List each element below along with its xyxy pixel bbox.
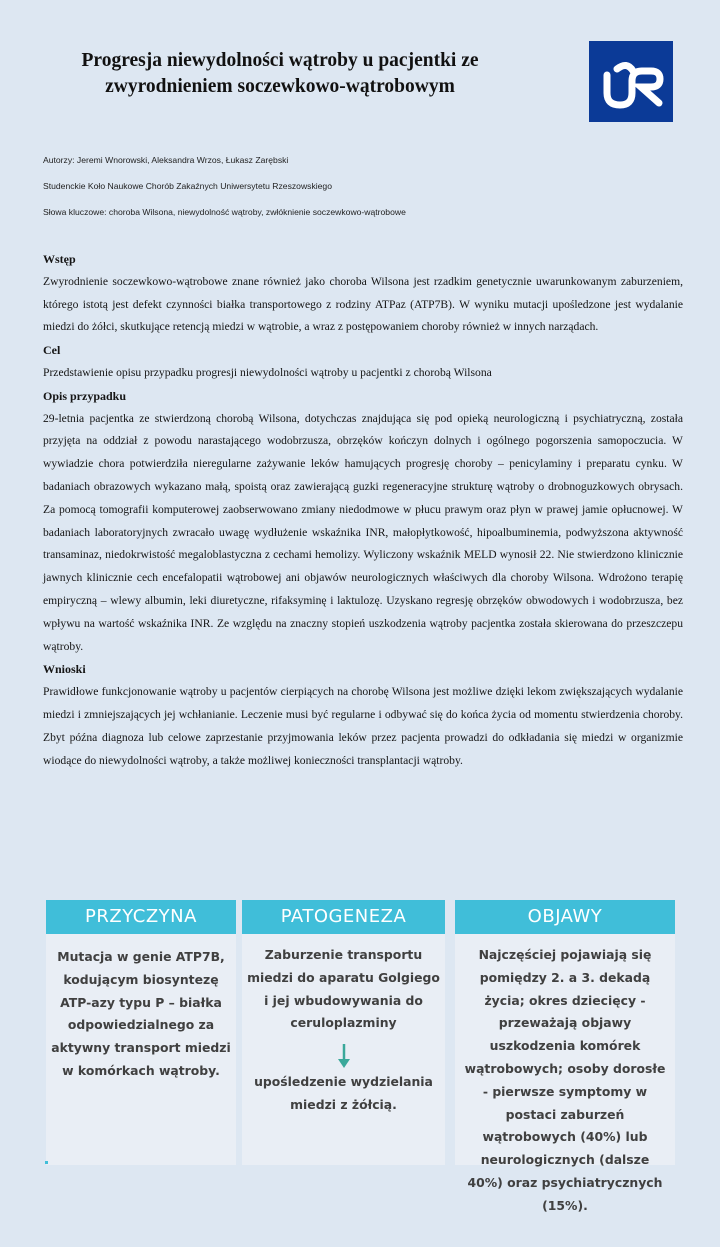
pathogenesis-panel-text-bottom: upośledzenie wydzielania miedzi z żółcią. (254, 1074, 433, 1112)
arrow-down-icon (337, 1043, 351, 1069)
cause-panel-text: Mutacja w genie ATP7B, kodującym biosyntezę ATP-azy typu P – białka odpowiedzialnego za aktywny transport miedzi w komórkach wątroby. (51, 949, 231, 1078)
university-logo (589, 41, 673, 122)
decorative-dot (45, 1161, 48, 1164)
case-text: 29-letnia pacjentka ze stwierdzoną chorobą Wilsona, dotychczas znajdująca się pod opieką neurologiczną i psychiatryczną, została przyjęta na oddział z powodu narastającego wodobrzusza, obrzęków kończyn dolnych i ogólnego pogorszenia samopoczucia. W wywiadzie chora potwierdziła nieregularne zażywanie leków hamujących progresję choroby – penicylaminy i preparatu cynku. W badaniach obrazowych wykazano małą, spoistą oraz zawierającą guzki regeneracyjne strukturę wątroby o drobnoguzkowych obrysach. Za pomocą tomografii komputerowej zaobserwowano zmiany niedodmowe w płucu prawym oraz płyn w prawej jamie opłucnowej. W badaniach laboratoryjnych zwracało uwagę wydłużenie wskaźnika INR, małopłytkowość, hipoalbuminemia, podwyższona aktywność transaminaz, niedokrwistość megaloblastyczna z cechami hemolizy. Wyliczony wskaźnik MELD wynosił 22. Nie stwierdzono klinicznie jawnych klinicznie cech encefalopatii wątrobowej ani objawów neurologicznych właściwych dla choroby Wilsona. Wdrożono terapię empiryczną – wlewy albumin, leki diuretyczne, rifaksyminę i laktulozę. Uzyskano regresję obrzęków obwodowych i wodobrzusza, bez wpływu na wartość wskaźnika INR. Ze względu na znaczny stopień uszkodzenia wątroby pacjentka została skierowana do przeszczepu wątroby. (43, 411, 683, 653)
affiliation-line: Studenckie Koło Naukowe Chorób Zakaźnych Uniwersytetu Rzeszowskiego (43, 181, 332, 191)
poster-title-line-1: Progresja niewydolności wątroby u pacjentki ze (81, 50, 479, 71)
authors-line: Autorzy: Jeremi Wnorowski, Aleksandra Wrzos, Łukasz Zarębski (43, 155, 289, 165)
cause-panel-header: PRZYCZYNA (46, 900, 236, 934)
pathogenesis-panel-header: PATOGENEZA (242, 900, 445, 934)
pathogenesis-panel-text-top: Zaburzenie transportu miedzi do aparatu Golgiego i jej wbudowywania do ceruloplazminy (247, 947, 440, 1031)
symptoms-panel (455, 900, 675, 1213)
pathogenesis-panel (242, 900, 445, 1165)
symptoms-panel-text: Najczęściej pojawiają się pomiędzy 2. a 3. dekadą życia; okres dziecięcy - przeważają objawy uszkodzenia komórek wątrobowych; osoby dorosłe - pierwsze symptomy w postaci zaburzeń wątrobowych (40%) lub neurologicznych (dalsze 40%) oraz psychiatrycznych (15%). (464, 947, 666, 1213)
university-logo-icon (589, 41, 673, 122)
case-heading: Opis przypadku (43, 388, 127, 403)
poster-title-line-2: zwyrodnieniem soczewkowo-wątrobowym (105, 76, 455, 97)
symptoms-panel-header: OBJAWY (455, 900, 675, 934)
conclusions-heading: Wnioski (43, 662, 86, 677)
keywords-line: Słowa kluczowe: choroba Wilsona, niewydolność wątroby, zwłóknienie soczewkowo-wątrobowe (43, 207, 406, 217)
poster-title (24, 48, 536, 100)
aim-heading: Cel (43, 343, 61, 358)
cause-panel (46, 900, 236, 1165)
intro-text: Zwyrodnienie soczewkowo-wątrobowe znane również jako choroba Wilsona jest rzadkim genetycznie uwarunkowanym zaburzeniem, którego istotą jest defekt czynności białka transportowego z rodziny ATPaz (ATP7B). W wyniku mutacji upośledzone jest wydalanie miedzi do żółci, skutkujące retencją miedzi w wątrobie, a wraz z postępowaniem choroby również w innych narządach. (43, 274, 683, 334)
poster-body (43, 248, 683, 772)
aim-text: Przedstawienie opisu przypadku progresji niewydolności wątroby u pacjentki z chorobą Wilsona (43, 365, 492, 379)
intro-heading: Wstęp (43, 252, 76, 266)
conclusions-text: Prawidłowe funkcjonowanie wątroby u pacjentów cierpiących na chorobę Wilsona jest możliwe dzięki lekom zwiększających wydalanie miedzi i zmniejszających jej wchłanianie. Leczenie musi być regularne i odbywać się do końca życia od momentu stwierdzenia choroby. Zbyt późna diagnoza lub celowe zaprzestanie przyjmowania leków przez pacjenta prowadzi do odkładania się miedzi w organizmie wiodące do niewydolności wątroby, a także możliwej konieczności transplantacji wątroby. (43, 685, 683, 767)
